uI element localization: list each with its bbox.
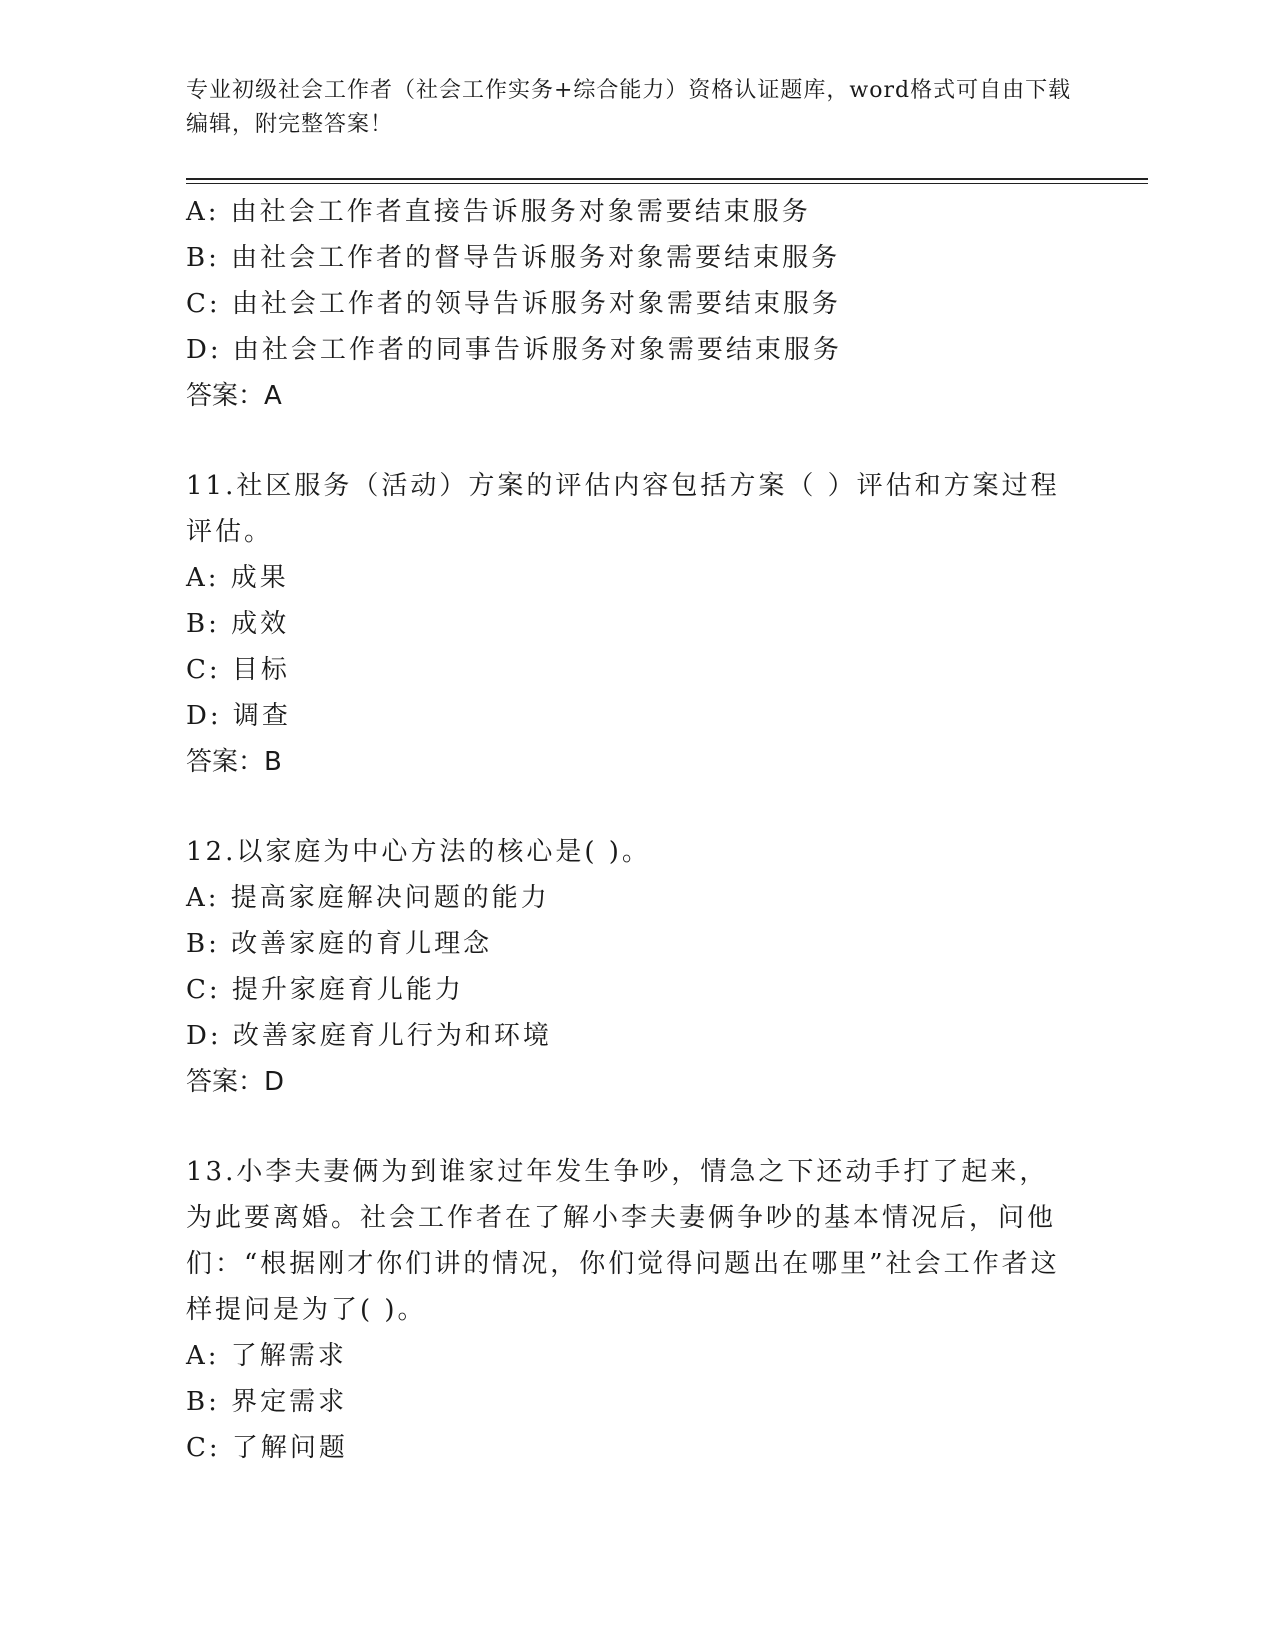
option-a: A: 由社会工作者直接告诉服务对象需要结束服务 xyxy=(186,197,811,227)
option-a: A: 了解需求 xyxy=(186,1341,347,1371)
option-b: B: 由社会工作者的督导告诉服务对象需要结束服务 xyxy=(186,243,841,273)
header-divider-thin xyxy=(186,183,1148,184)
option-c: C: 提升家庭育儿能力 xyxy=(186,975,464,1005)
question-10 xyxy=(186,189,1086,419)
option-c: C: 了解问题 xyxy=(186,1433,348,1463)
option-b: B: 改善家庭的育儿理念 xyxy=(186,929,493,959)
option-a: A: 提高家庭解决问题的能力 xyxy=(186,883,550,913)
answer-line: 答案：A xyxy=(186,381,282,411)
option-c: C: 目标 xyxy=(186,655,290,685)
answer-line: 答案：B xyxy=(186,747,282,777)
header-divider-thick xyxy=(186,178,1148,180)
option-d: D: 由社会工作者的同事告诉服务对象需要结束服务 xyxy=(186,335,842,365)
question-list xyxy=(186,189,1086,1471)
option-b: B: 成效 xyxy=(186,609,290,639)
question-stem: 12.以家庭为中心方法的核心是( )。 xyxy=(186,837,651,867)
spacer xyxy=(186,785,1086,829)
question-12 xyxy=(186,829,1086,1105)
option-a: A: 成果 xyxy=(186,563,289,593)
option-d: D: 改善家庭育儿行为和环境 xyxy=(186,1021,552,1051)
option-d: D: 调查 xyxy=(186,701,291,731)
option-c: C: 由社会工作者的领导告诉服务对象需要结束服务 xyxy=(186,289,841,319)
spacer xyxy=(186,419,1086,463)
spacer xyxy=(186,1105,1086,1149)
question-stem: 13.小李夫妻俩为到谁家过年发生争吵，情急之下还动手打了起来，为此要离婚。社会工作者在了解小李夫妻俩争吵的基本情况后，问他们：“根据刚才你们讲的情况，你们觉得问题出在哪里”社会工作者这样提问是为了( )。 xyxy=(186,1157,1060,1325)
document-header-title: 专业初级社会工作者（社会工作实务+综合能力）资格认证题库，word格式可自由下载编辑，附完整答案！ xyxy=(186,78,1072,137)
answer-line: 答案：D xyxy=(186,1067,285,1097)
option-b: B: 界定需求 xyxy=(186,1387,348,1417)
question-11 xyxy=(186,463,1086,785)
question-13 xyxy=(186,1149,1086,1471)
question-stem: 11.社区服务（活动）方案的评估内容包括方案（ ）评估和方案过程评估。 xyxy=(186,471,1060,547)
